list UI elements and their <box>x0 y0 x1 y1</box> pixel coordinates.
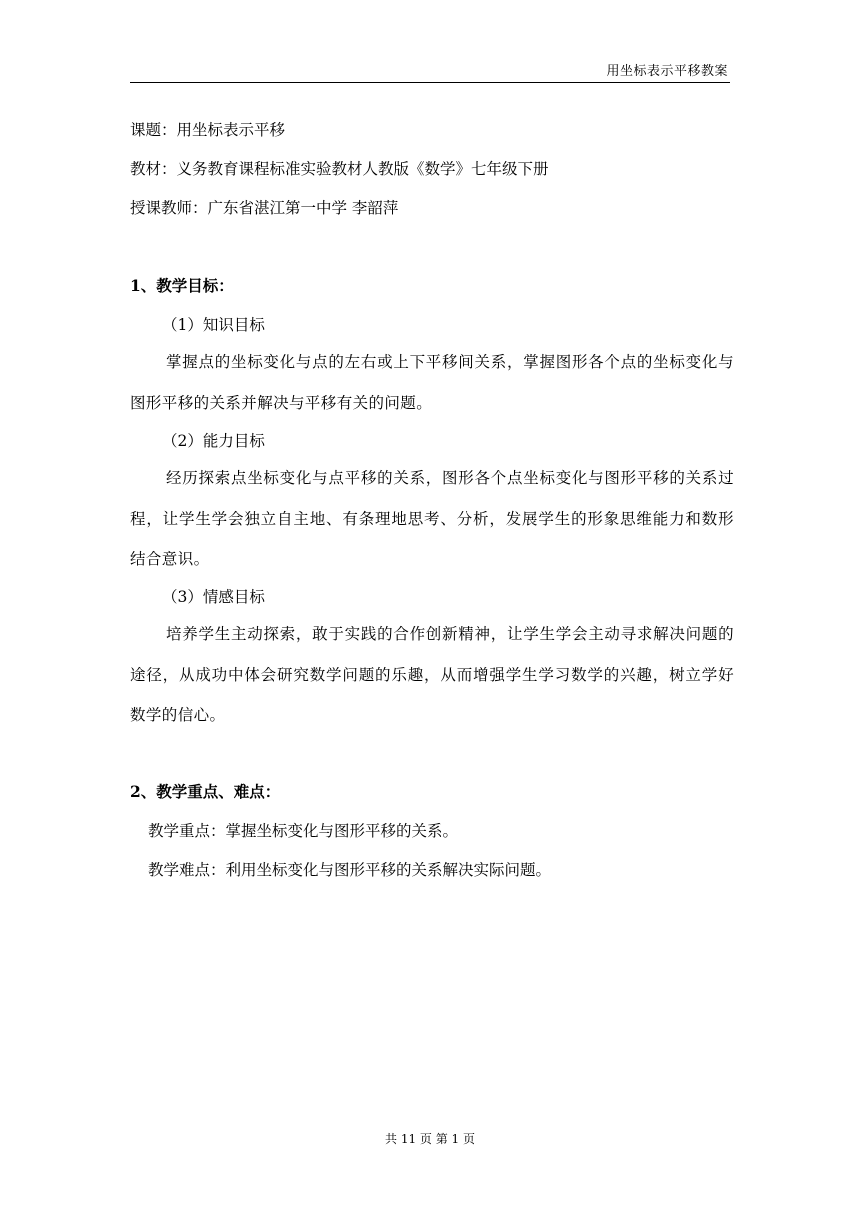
knowledge-goal-text: 掌握点的坐标变化与点的左右或上下平移间关系，掌握图形各个点的坐标变化与图形平移的关系并解决与平移有关的问题。 <box>130 353 734 412</box>
header-title: 用坐标表示平移教案 <box>606 64 728 79</box>
ability-goal-text: 经历探索点坐标变化与点平移的关系，图形各个点坐标变化与图形平移的关系过程，让学生学会独立自主地、有条理地思考、分析，发展学生的形象思维能力和数形结合意识。 <box>130 469 734 568</box>
page-header <box>130 56 730 83</box>
textbook-line: 教材：义务教育课程标准实验教材人教版《数学》七年级下册 <box>130 160 549 178</box>
section1-heading: 1、教学目标： <box>130 276 234 295</box>
teacher-line: 授课教师：广东省湛江第一中学 李韶萍 <box>130 199 399 217</box>
knowledge-goal-heading: （1）知识目标 <box>162 316 265 334</box>
difficult-point-line: 教学难点：利用坐标变化与图形平移的关系解决实际问题。 <box>148 861 552 879</box>
key-point-line: 教学重点：掌握坐标变化与图形平移的关系。 <box>148 822 459 840</box>
section2-heading: 2、教学重点、难点： <box>130 782 281 801</box>
ability-goal-heading: （2）能力目标 <box>162 432 265 450</box>
page-footer: 共 11 页 第 1 页 <box>385 1132 475 1146</box>
topic-line: 课题：用坐标表示平移 <box>130 121 286 139</box>
emotion-goal-text: 培养学生主动探索，敢于实践的合作创新精神，让学生学会主动寻求解决问题的途径，从成功中体会研究数学问题的乐趣，从而增强学生学习数学的兴趣，树立学好数学的信心。 <box>130 625 734 724</box>
emotion-goal-heading: （3）情感目标 <box>162 588 265 606</box>
